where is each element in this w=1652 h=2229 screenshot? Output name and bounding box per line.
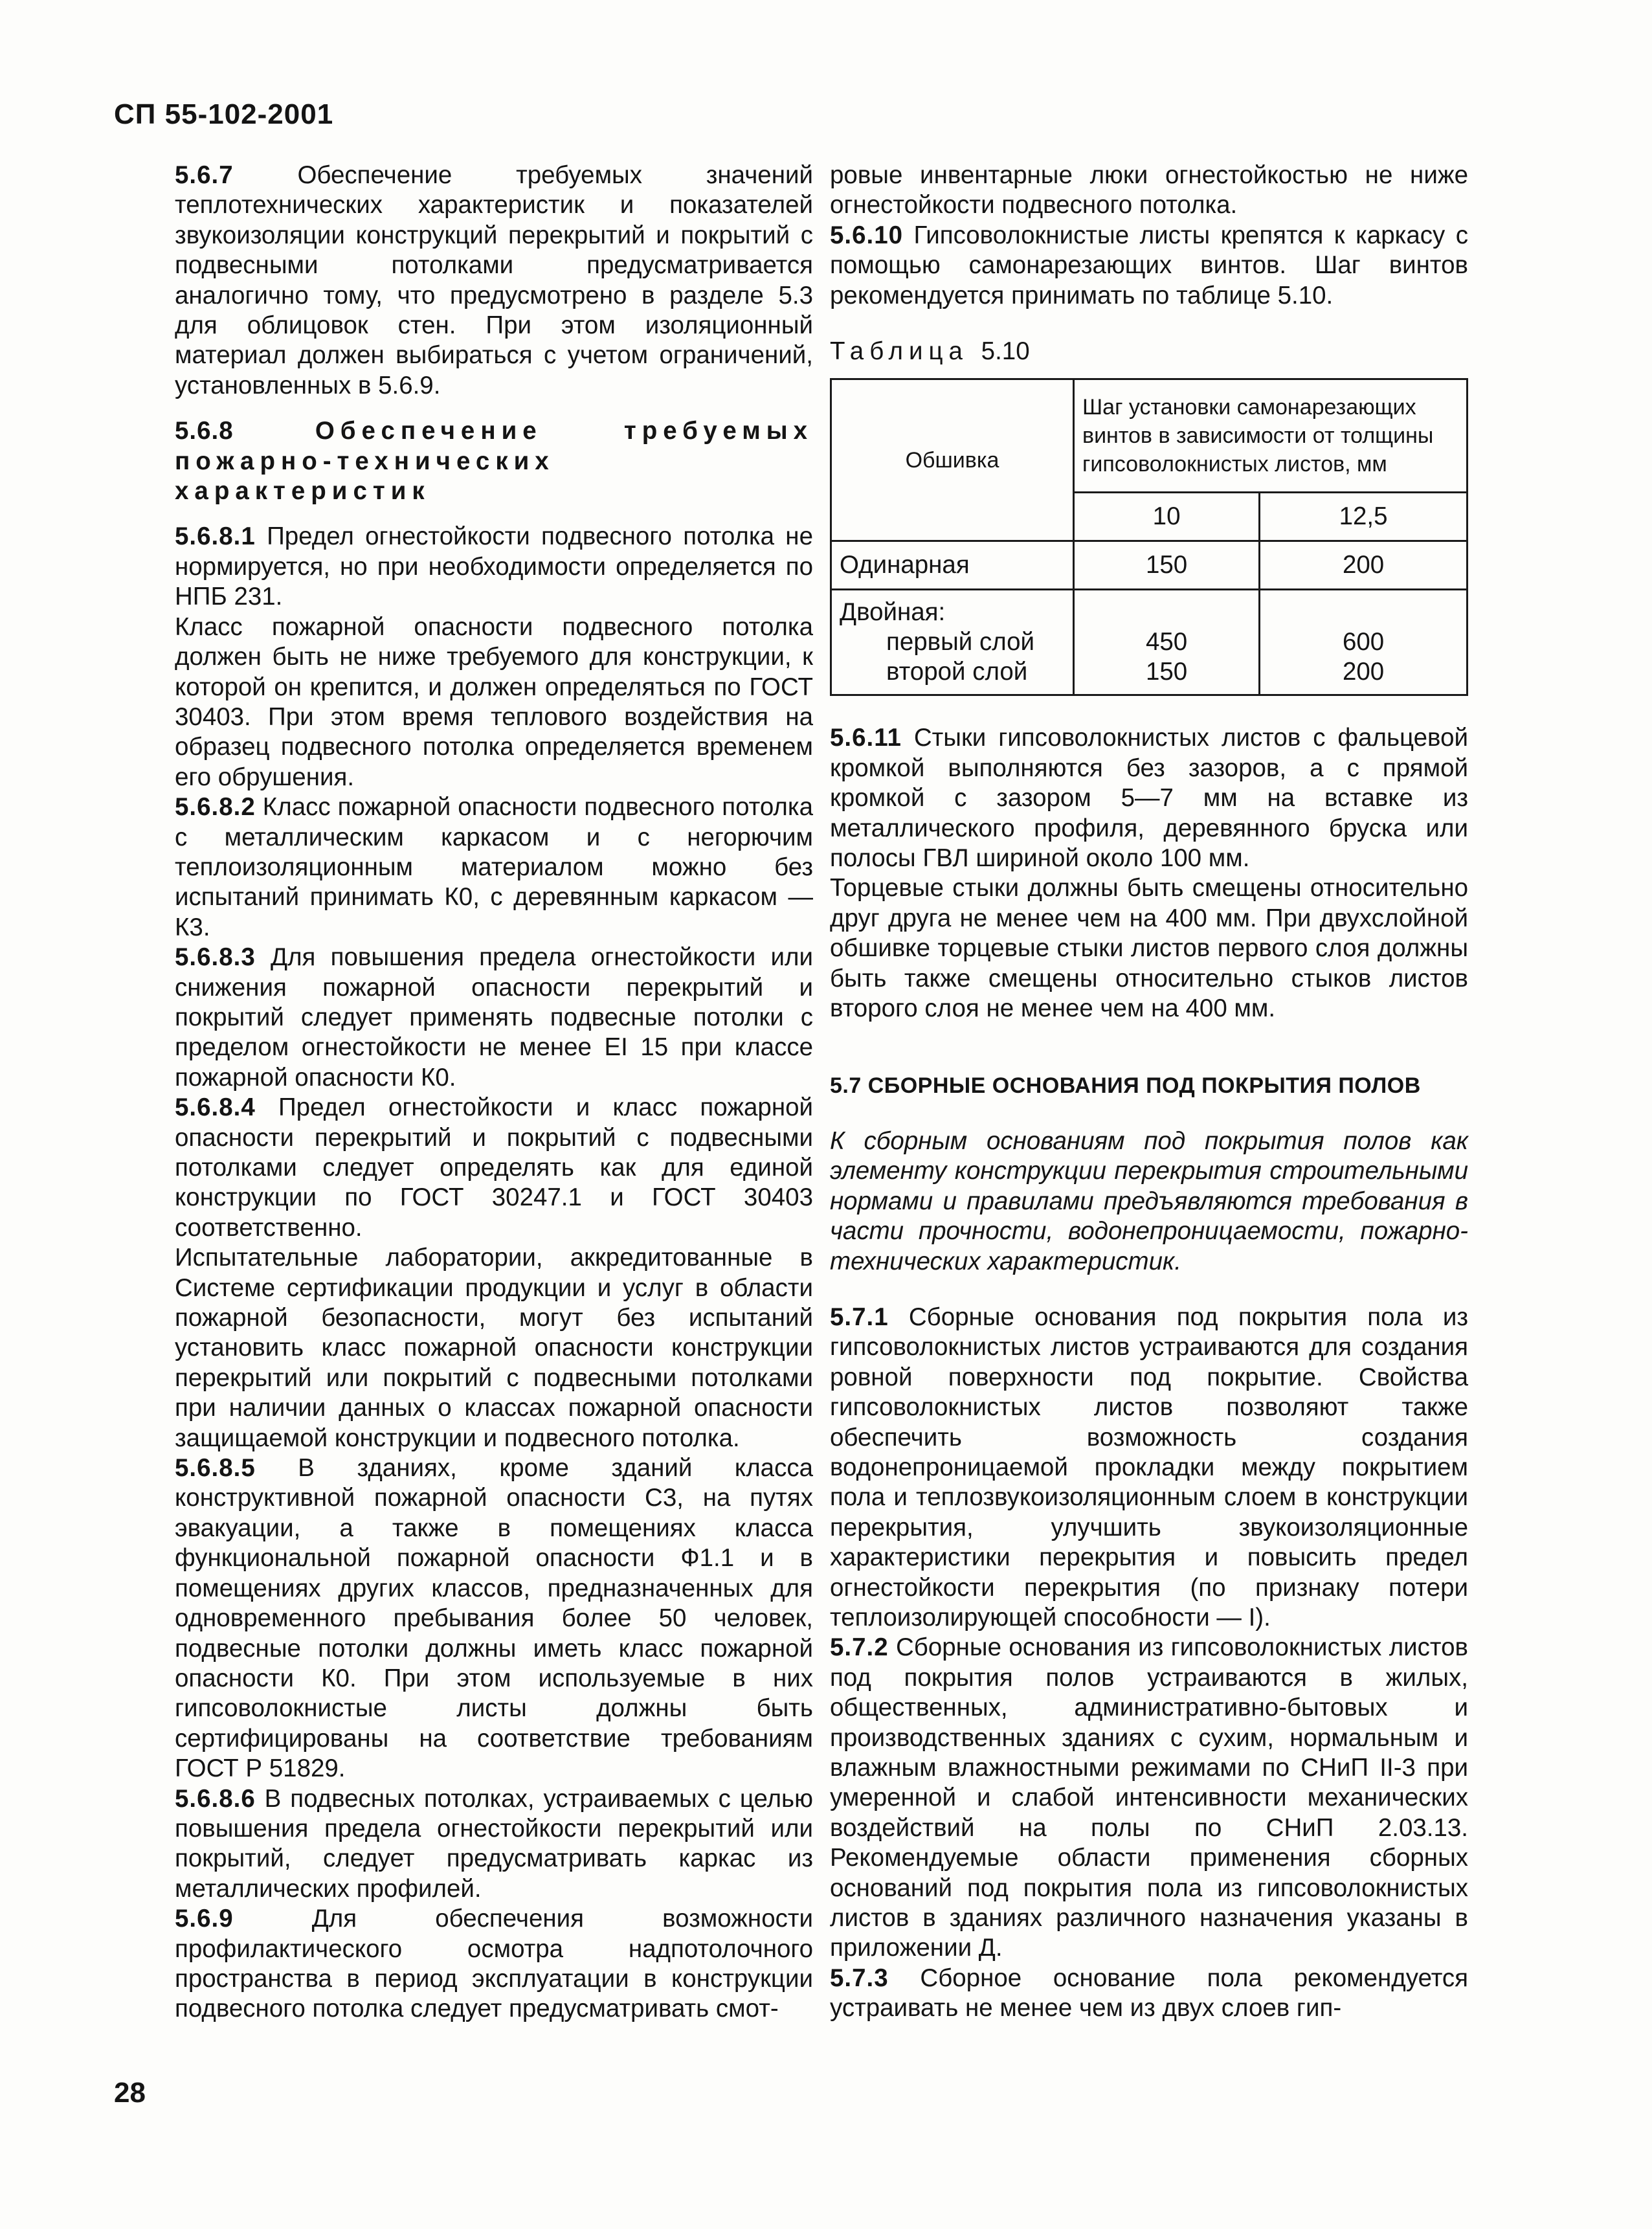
paragraph-5-6-7 [175, 161, 813, 401]
table-cell-value-layer1: 450 [1145, 628, 1188, 656]
clause-number: 5.6.7 [175, 161, 234, 189]
paragraph-5-7-2 [830, 1633, 1468, 1963]
clause-text: Сборные основания под покрытия пола из гипсоволокнистых листов устраиваются для создания ровной поверхности под покрытие. Свойства гипсоволокнистых листов позволяют также обеспечить возможность создания водонепроницаемой прокладки между покрытием пола и теплозвукоизоляционным слоем в конструкции перекрытия, улучшить звукоизоляционные характеристики перекрытия и повысить предел огнестойкости перекрытия (по признаку потери теплоизолирующей способности — I). [830, 1303, 1468, 1631]
paragraph-5-7-1 [830, 1303, 1468, 1633]
section-5-7-intro: К сборным основаниям под покрытия полов как элементу конструкции перекрытия строительными нормами и правилами предъявляются требования в части прочности, водонепроницаемости, пожарно-технических характеристик. [830, 1126, 1468, 1275]
clause-number: 5.6.8.5 [175, 1454, 256, 1483]
clause-text: Сборное основание пола рекомендуется устраивать не менее чем из двух слоев гип- [830, 1964, 1468, 2022]
clause-text: Предел огнестойкости подвесного потолка не нормируется, но при необходимости определяется по НПБ 231. [175, 522, 813, 611]
paragraph-5-6-10 [830, 221, 1468, 311]
table-caption-word: Таблица [830, 337, 968, 366]
table-cell-value [1260, 590, 1468, 695]
clause-number: 5.7.1 [830, 1303, 889, 1331]
paragraph-5-6-9 [175, 1904, 813, 2024]
clause-text: Обеспечение требуемых значений теплотехнических характеристик и показателей звукоизоляции конструкций перекрытий и покрытий с подвесными потолками предусматривается аналогично тому, что предусмотрено в разделе 5.3 для облицовок стен. При этом изоляционный материал должен выбираться с учетом ограничений, установленных в 5.6.9. [175, 161, 813, 399]
paragraph-5-7-3 [830, 1964, 1468, 2024]
table-cell-value [1074, 590, 1260, 695]
clause-text: Для повышения предела огнестойкости или снижения пожарной опасности перекрытий и покрытий следует применять подвесные потолки с пределом огнестойкости не менее EI 15 при классе пожарной опасности К0. [175, 943, 813, 1092]
page-number: 28 [114, 2077, 146, 2109]
clause-number: 5.6.8.1 [175, 522, 256, 551]
table-cell-value-layer2: 150 [1145, 658, 1188, 686]
table-header-thickness-10: 10 [1074, 493, 1260, 541]
table-cell-value-layer2: 200 [1342, 658, 1385, 686]
clause-text: В подвесных потолках, устраиваемых с целью повышения предела огнестойкости перекрытий или покрытий, следует предусматривать каркас из металлических профилей. [175, 1784, 813, 1903]
table-cell-label: Одинарная [831, 541, 1074, 590]
paragraph-5-6-8-6 [175, 1784, 813, 1905]
section-title-5-7: 5.7 СБОРНЫЕ ОСНОВАНИЯ ПОД ПОКРЫТИЯ ПОЛОВ [830, 1073, 1421, 1098]
clause-number: 5.6.8.2 [175, 793, 256, 822]
clause-number: 5.6.8.3 [175, 943, 256, 972]
clause-heading-text: Обеспечение требуемых пожарно-технических характеристик [175, 417, 813, 506]
clause-text: Предел огнестойкости и класс пожарной опасности перекрытий и покрытий с подвесными потолками следует определять как для единой конструкции по ГОСТ 30247.1 и ГОСТ 30403 соответственно. [175, 1093, 813, 1242]
table-cell-value-layer1: 600 [1342, 628, 1385, 656]
table-cell-value: 200 [1260, 541, 1468, 590]
table-header-thickness-12-5: 12,5 [1260, 493, 1468, 541]
clause-number: 5.7.2 [830, 1633, 889, 1662]
table-caption [830, 337, 1468, 366]
clause-text: Стыки гипсоволокнистых листов с фальцевой кромкой выполняются без зазоров, а с прямой кромкой с зазором 5—7 мм на вставке из металлического профиля, деревянного бруска или полосы ГВЛ шириной около 100 мм. [830, 724, 1468, 873]
clause-number: 5.6.10 [830, 221, 904, 249]
clause-text: В зданиях, кроме зданий класса конструктивной пожарной опасности С3, на путях эвакуации, а также в помещениях класса функциональной пожарной опасности Ф1.1 и в помещениях других классов, предназначенных для одновременного пребывания более 50 человек, подвесные потолки должны иметь класс пожарной опасности К0. При этом используемые в них гипсоволокнистые листы должны быть сертифицированы на соответствие требованиям ГОСТ Р 51829. [175, 1454, 813, 1783]
table-header-sheathing: Обшивка [831, 379, 1074, 541]
table-cell-label [831, 590, 1074, 695]
table-cell-value: 150 [1074, 541, 1260, 590]
right-column [830, 161, 1468, 2024]
table-row [831, 541, 1468, 590]
paragraph-5-6-11-cont: Торцевые стыки должны быть смещены относительно друг друга не менее чем на 400 мм. При двухслойной обшивке торцевые стыки листов первого слоя должны быть также смещены относительно стыков листов второго слоя не менее чем на 400 мм. [830, 874, 1468, 1023]
clause-text: Гипсоволокнистые листы крепятся к каркасу с помощью самонарезающих винтов. Шаг винтов рекомендуется принимать по таблице 5.10. [830, 221, 1468, 309]
paragraph-5-6-8-4-cont: Испытательные лаборатории, аккредитованные в Системе сертификации продукции и услуг в области пожарной безопасности, могут без испытаний установить класс пожарной опасности конструкции перекрытий или покрытий с подвесными потолками при наличии данных о классах пожарной опасности защищаемой конструкции и подвесного потолка. [175, 1244, 813, 1452]
document-code: СП 55-102-2001 [114, 98, 334, 130]
table-caption-number: 5.10 [981, 337, 1030, 366]
table-cell-label-layer2: второй слой [886, 658, 1028, 686]
clause-text: Для обеспечения возможности профилактического осмотра надпотолочного пространства в период эксплуатации в конструкции подвесного потолка следует предусматривать смот- [175, 1905, 813, 2023]
table-cell-label-layer1: первый слой [886, 628, 1035, 656]
paragraph-5-6-8-3 [175, 943, 813, 1093]
paragraph-5-6-9-cont: ровые инвентарные люки огнестойкостью не ниже огнестойкости подвесного потолка. [830, 161, 1468, 219]
clause-number: 5.6.11 [830, 724, 902, 752]
screw-spacing-table [830, 378, 1468, 696]
paragraph-5-6-8-1 [175, 522, 813, 612]
paragraph-5-6-11 [830, 723, 1468, 873]
clause-number: 5.6.9 [175, 1905, 234, 1933]
clause-number: 5.6.8.4 [175, 1093, 256, 1122]
clause-text: Класс пожарной опасности подвесного потолка с металлическим каркасом и с негорючим теплоизоляционным материалом можно без испытаний принимать К0, с деревянным каркасом — К3. [175, 793, 813, 941]
table-row [831, 590, 1468, 695]
paragraph-5-6-8-heading [175, 416, 813, 506]
paragraph-5-6-8-1-cont: Класс пожарной опасности подвесного потолка должен быть не ниже требуемого для конструкции, к которой он крепится, и должен определяться по ГОСТ 30403. При этом время теплового воздействия на образец подвесного потолка определяется временем его обрушения. [175, 612, 813, 791]
table-cell-label-double: Двойная: [840, 598, 946, 627]
clause-number: 5.6.8.6 [175, 1784, 256, 1813]
table-header-row [831, 379, 1468, 493]
paragraph-5-6-8-2 [175, 792, 813, 943]
table-header-spacing: Шаг установки самонарезающих винтов в зависимости от толщины гипсоволокнистых листов, мм [1074, 379, 1468, 493]
paragraph-5-6-8-4 [175, 1093, 813, 1243]
left-column [175, 161, 813, 2024]
clause-number: 5.6.8 [175, 417, 234, 445]
clause-number: 5.7.3 [830, 1964, 889, 1992]
clause-text: Сборные основания из гипсоволокнистых листов под покрытия полов устраиваются в жилых, общественных, административно-бытовых и производственных зданиях с сухим, нормальным и влажным влажностными режимами по СНиП II-3 при умеренной и слабой интенсивности механических воздействий на полы по СНиП 2.03.13. Рекомендуемые области применения сборных оснований под покрытия пола из гипсоволокнистых листов в зданиях различного назначения указаны в приложении Д. [830, 1633, 1468, 1962]
paragraph-5-6-8-5 [175, 1453, 813, 1784]
